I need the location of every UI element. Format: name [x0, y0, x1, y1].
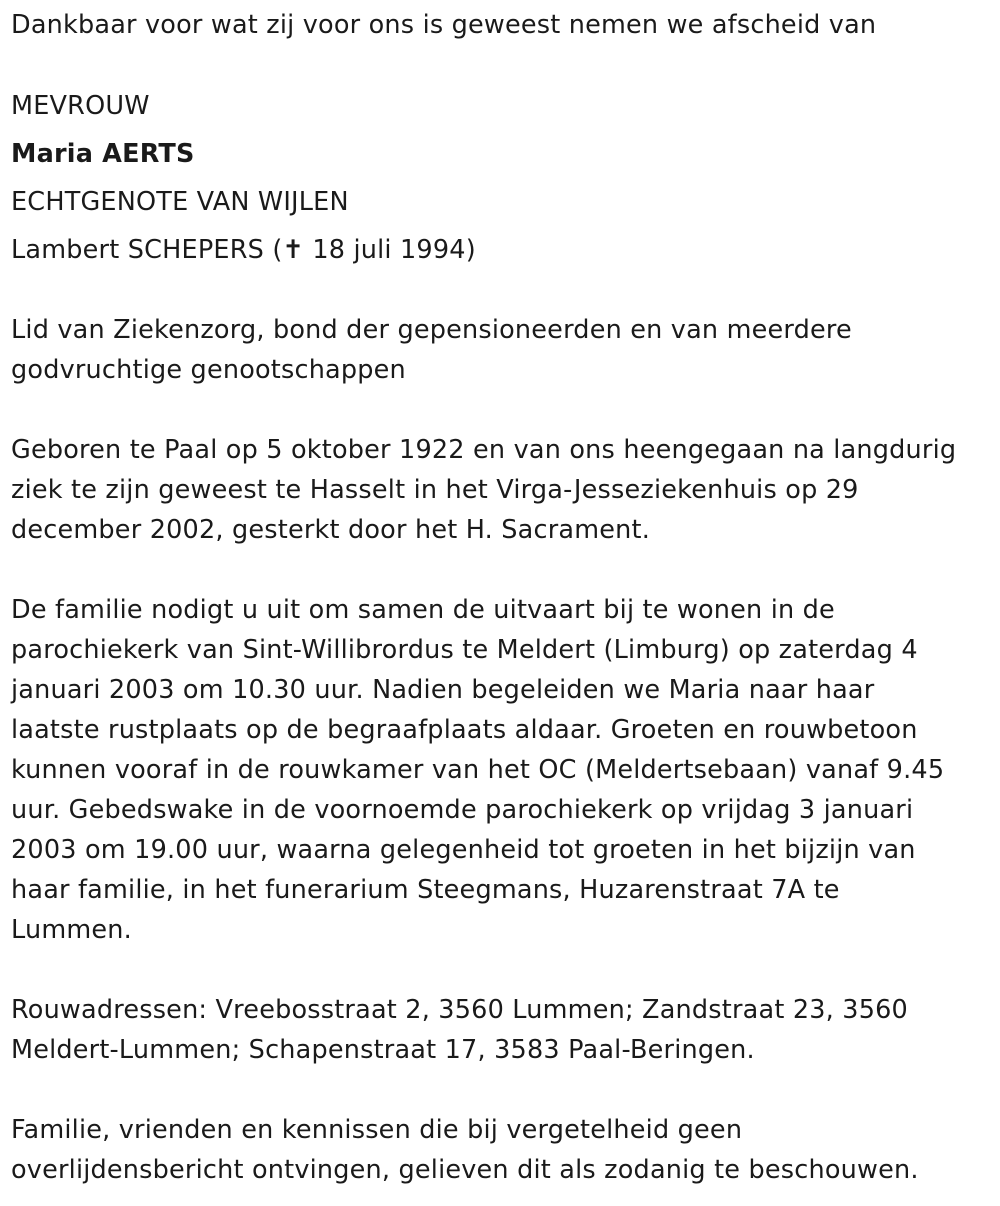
spouse: Lambert SCHEPERS (✝ 18 juli 1994) — [11, 235, 476, 265]
text-line: Lid van Ziekenzorg, bond der gepensioneerden en van meerdere — [11, 315, 852, 345]
addresses-paragraph — [11, 990, 986, 1070]
text-line: ziek te zijn geweest te Hasselt in het Virga-Jesseziekenhuis op 29 — [11, 475, 859, 505]
text-line: De familie nodigt u uit om samen de uitvaart bij te wonen in de — [11, 595, 835, 625]
text-line: parochiekerk van Sint-Willibrordus te Meldert (Limburg) op zaterdag 4 — [11, 635, 918, 665]
text-line: Rouwadressen: Vreebosstraat 2, 3560 Lummen; Zandstraat 23, 3560 — [11, 995, 908, 1025]
intro-line: Dankbaar voor wat zij voor ons is geweest nemen we afscheid van — [11, 10, 877, 40]
text-line: Geboren te Paal op 5 oktober 1922 en van ons heengegaan na langdurig — [11, 435, 957, 465]
text-line: laatste rustplaats op de begraafplaats aldaar. Groeten en rouwbetoon — [11, 715, 918, 745]
title: MEVROUW — [11, 91, 150, 121]
text-line: Familie, vrienden en kennissen die bij vergetelheid geen — [11, 1115, 743, 1145]
birth-death-paragraph — [11, 430, 986, 550]
closing-paragraph — [11, 1110, 986, 1190]
text-line: Lummen. — [11, 915, 132, 945]
text-line: godvruchtige genootschappen — [11, 355, 406, 385]
text-line: 2003 om 19.00 uur, waarna gelegenheid tot groeten in het bijzijn van — [11, 835, 916, 865]
relation: ECHTGENOTE VAN WIJLEN — [11, 187, 349, 217]
deceased-name: Maria AERTS — [11, 139, 195, 169]
text-line: Meldert-Lummen; Schapenstraat 17, 3583 Paal-Beringen. — [11, 1035, 755, 1065]
text-line: december 2002, gesterkt door het H. Sacrament. — [11, 515, 651, 545]
text-line: overlijdensbericht ontvingen, gelieven dit als zodanig te beschouwen. — [11, 1155, 919, 1185]
membership-paragraph — [11, 310, 986, 390]
text-line: uur. Gebedswake in de voornoemde parochiekerk op vrijdag 3 januari — [11, 795, 914, 825]
funeral-paragraph — [11, 590, 986, 950]
text-line: haar familie, in het funerarium Steegmans, Huzarenstraat 7A te — [11, 875, 840, 905]
text-line: kunnen vooraf in de rouwkamer van het OC (Meldertsebaan) vanaf 9.45 — [11, 755, 945, 785]
text-line: januari 2003 om 10.30 uur. Nadien begeleiden we Maria naar haar — [11, 675, 875, 705]
